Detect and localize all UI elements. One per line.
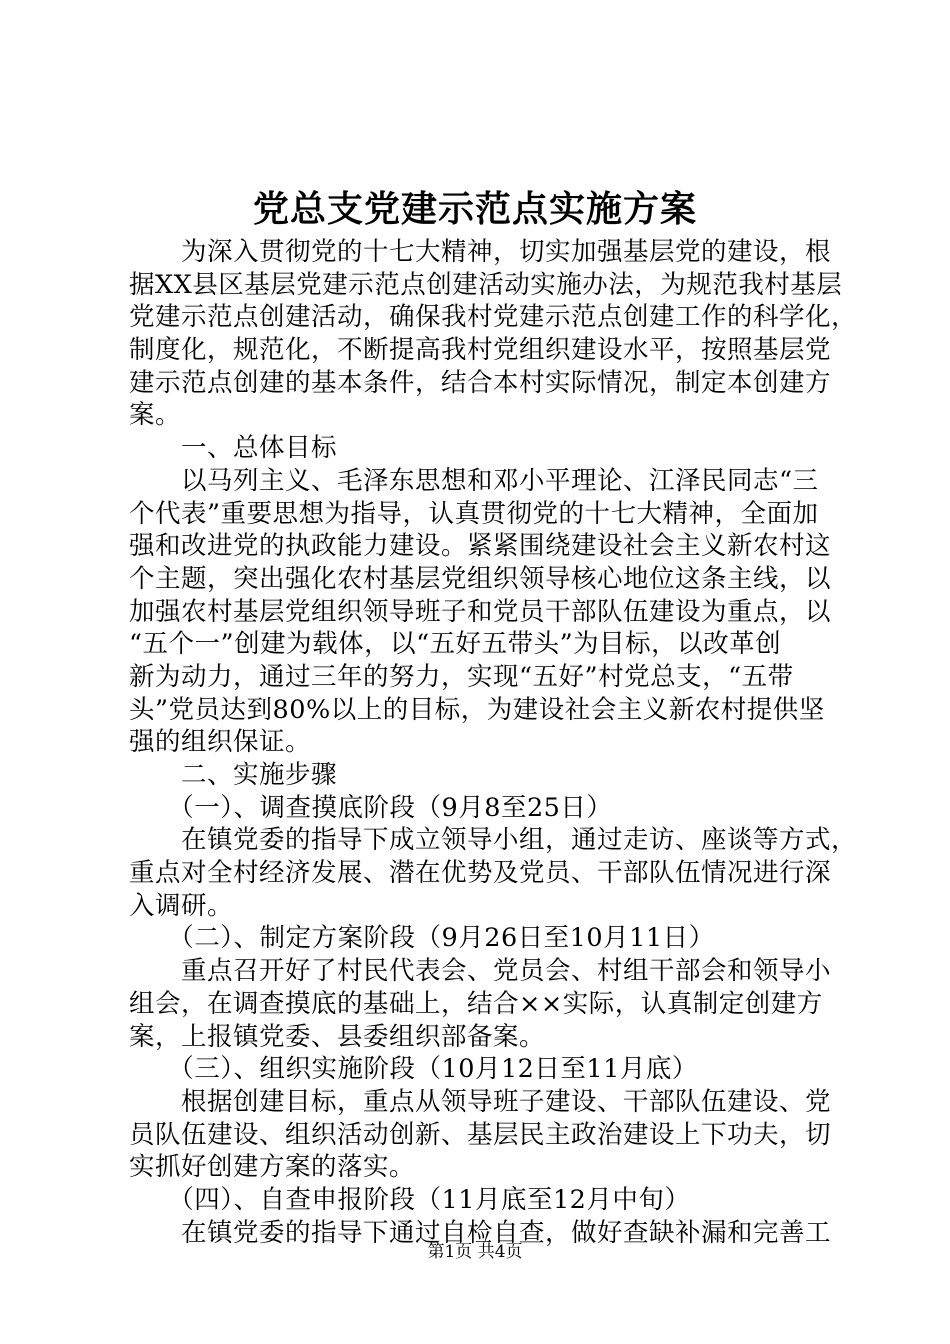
body-line: 在镇党委的指导下通过自检自查，做好查缺补漏和完善工: [129, 1217, 832, 1248]
page-footer: 第1页 共4页: [427, 1242, 523, 1262]
body-line: 建示范点创建的基本条件，结合本村实际情况，制定本创建方: [129, 367, 832, 398]
body-line: 强的组织保证。: [129, 727, 312, 758]
body-line: 实抓好创建方案的落实。: [129, 1152, 416, 1183]
body-line: 根据创建目标，重点从领导班子建设、干部队伍建设、党: [129, 1086, 832, 1117]
body-line: 为深入贯彻党的十七大精神，切实加强基层党的建设，根: [129, 237, 832, 267]
body-line: “五个一”创建为载体，以“五好五带头”为目标，以改革创: [129, 629, 782, 660]
body-line: 二、实施步骤: [129, 760, 338, 790]
body-line: 强和改进党的执政能力建设。紧紧围绕建设社会主义新农村这: [129, 531, 832, 562]
body-line: （四）、自查申报阶段（11月底至12月中旬）: [129, 1184, 691, 1215]
body-line: 案。: [129, 400, 182, 431]
body-line: 重点召开好了村民代表会、党员会、村组干部会和领导小: [129, 956, 832, 987]
body-line: 制度化，规范化，不断提高我村党组织建设水平，按照基层党: [129, 335, 832, 366]
body-line: （一）、调查摸底阶段（9月8至25日）: [129, 792, 613, 823]
body-line: 案，上报镇党委、县委组织部备案。: [129, 1021, 546, 1052]
body-line: 个代表”重要思想为指导，认真贯彻党的十七大精神，全面加: [129, 498, 819, 529]
body-line: 个主题，突出强化农村基层党组织领导核心地位这条主线，以: [129, 563, 832, 594]
body-line: 以马列主义、毛泽东思想和邓小平理论、江泽民同志“三: [129, 465, 819, 496]
body-line: （二）、制定方案阶段（9月26日至10月11日）: [129, 923, 715, 954]
body-line: 据XX县区基层党建示范点创建活动实施办法，为规范我村基层: [129, 269, 843, 300]
body-line: 一、总体目标: [129, 433, 338, 464]
body-line: 加强农村基层党组织领导班子和党员干部队伍建设为重点，以: [129, 596, 832, 627]
document-body: [129, 236, 858, 1249]
body-line: 头”党员达到80%以上的目标，为建设社会主义新农村提供坚: [129, 694, 825, 725]
body-line: 员队伍建设、组织活动创新、基层民主政治建设上下功夫，切: [129, 1119, 832, 1150]
body-line: 组会，在调查摸底的基础上，结合××实际，认真制定创建方: [129, 988, 823, 1019]
body-line: 入调研。: [129, 890, 234, 921]
body-line: 重点对全村经济发展、潜在优势及党员、干部队伍情况进行深: [129, 858, 832, 889]
body-line: （三）、组织实施阶段（10月12日至11月底）: [129, 1054, 698, 1085]
body-line: 新为动力，通过三年的努力，实现“五好”村党总支，“五带: [129, 661, 794, 692]
body-line: 在镇党委的指导下成立领导小组，通过走访、座谈等方式，: [129, 825, 858, 856]
document-title: 党总支党建示范点实施方案: [252, 188, 697, 230]
body-line: 党建示范点创建活动，确保我村党建示范点创建工作的科学化，: [129, 302, 858, 333]
